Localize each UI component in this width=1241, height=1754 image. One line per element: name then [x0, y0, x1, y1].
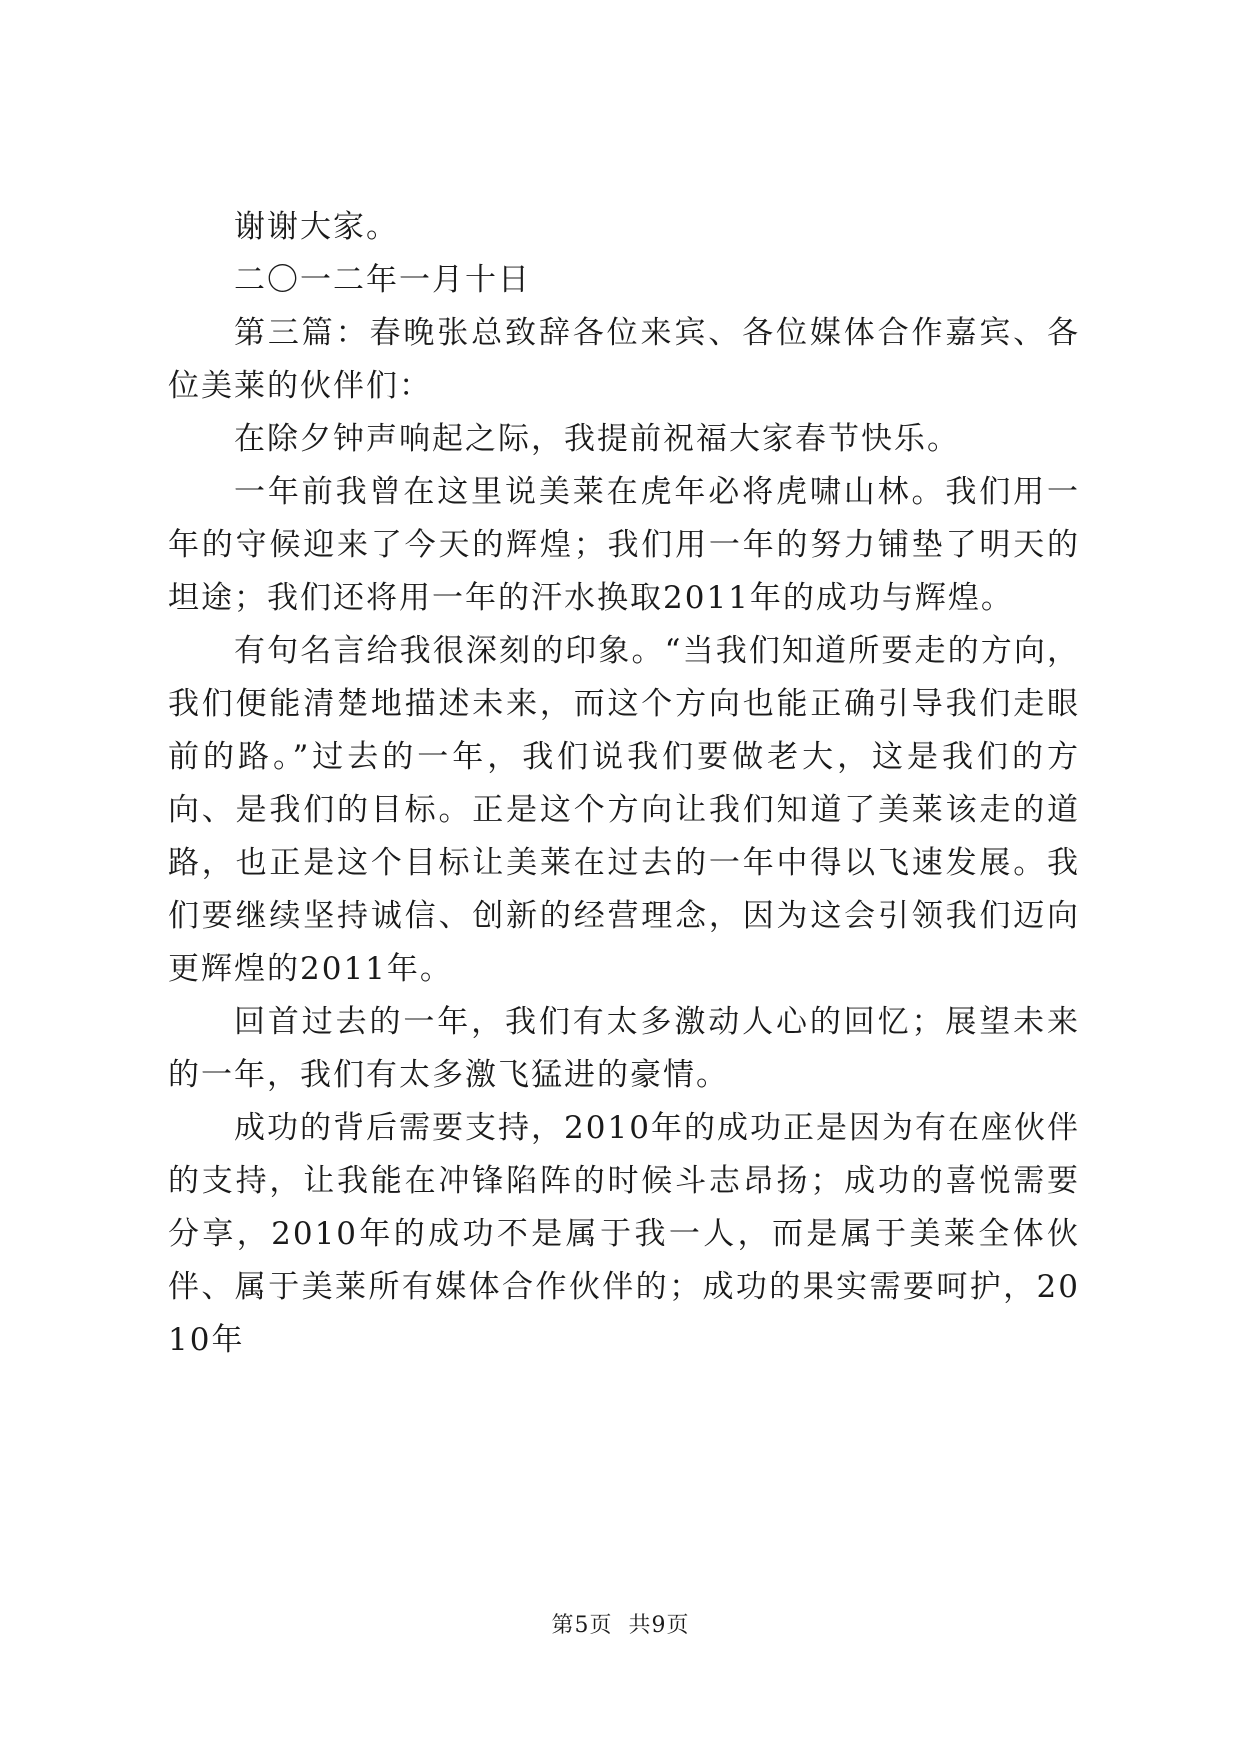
paragraph: 在除夕钟声响起之际，我提前祝福大家春节快乐。 [234, 421, 960, 457]
page-number: 第5页 [551, 1613, 613, 1638]
paragraph: 回首过去的一年，我们有太多激动人心的回忆；展望未来的一年，我们有太多激飞猛进的豪情。 [168, 1004, 1080, 1093]
page-total: 共9页 [628, 1613, 690, 1638]
page-footer [0, 1608, 1241, 1639]
paragraph: 成功的背后需要支持，2010年的成功正是因为有在座伙伴的支持，让我能在冲锋陷阵的时候斗志昂扬；成功的喜悦需要分享，2010年的成功不是属于我一人，而是属于美莱全体伙伴、属于美莱所有媒体合作伙伴的；成功的果实需要呵护，2010年 [168, 1110, 1080, 1358]
paragraph: 有句名言给我很深刻的印象。“当我们知道所要走的方向，我们便能清楚地描述未来，而这个方向也能正确引导我们走眼前的路。”过去的一年，我们说我们要做老大，这是我们的方向、是我们的目标。正是这个方向让我们知道了美莱该走的道路，也正是这个目标让美莱在过去的一年中得以飞速发展。我们要继续坚持诚信、创新的经营理念，因为这会引领我们迈向更辉煌的2011年。 [168, 633, 1080, 987]
document-body [168, 201, 1080, 1367]
section-heading: 第三篇：春晚张总致辞各位来宾、各位媒体合作嘉宾、各位美莱的伙伴们： [168, 315, 1080, 404]
paragraph: 谢谢大家。 [234, 209, 399, 245]
paragraph: 一年前我曾在这里说美莱在虎年必将虎啸山林。我们用一年的守候迎来了今天的辉煌；我们用一年的努力铺垫了明天的坦途；我们还将用一年的汗水换取2011年的成功与辉煌。 [168, 474, 1080, 616]
date-line: 二〇一二年一月十日 [234, 262, 531, 298]
